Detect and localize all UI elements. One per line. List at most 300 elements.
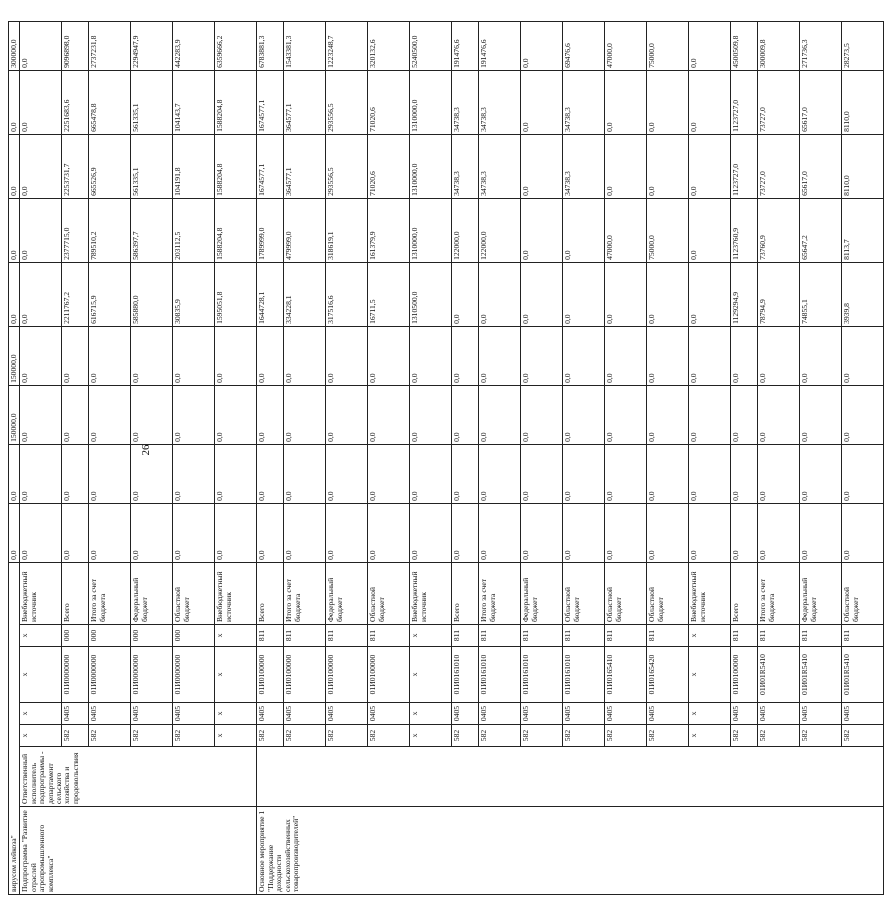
value-cell: 0,0: [326, 444, 368, 503]
section-code: 0405: [89, 703, 131, 725]
table-row-continuation: [9, 21, 20, 894]
value-cell: 0,0: [479, 503, 521, 562]
page-number: 26: [140, 444, 152, 456]
value-cell: 5240500,0: [410, 21, 452, 70]
value-cell: 0,0: [842, 444, 884, 503]
expense-type-code: х: [20, 625, 62, 647]
value-cell: 0,0: [521, 21, 563, 70]
value-cell: 0,0: [20, 262, 62, 326]
value-cell: 1123727,0: [731, 70, 758, 134]
funding-source: Федеральный бюджет: [800, 562, 842, 624]
value-cell: 34738,3: [479, 70, 521, 134]
funding-source: Всего: [731, 562, 758, 624]
value-cell: 0,0: [89, 326, 131, 385]
grbs-code: 582: [479, 725, 521, 747]
section-code: 0405: [479, 703, 521, 725]
value-cell: 0,0: [284, 326, 326, 385]
expense-type-code: 811: [521, 625, 563, 647]
value-cell: 364577,1: [284, 70, 326, 134]
value-cell: 0,0: [689, 21, 731, 70]
target-article-code: 01И0100000: [731, 647, 758, 703]
grbs-code: 582: [647, 725, 689, 747]
expense-type-code: 811: [758, 625, 800, 647]
funding-source: Итого за счет бюджета: [89, 562, 131, 624]
section-code: 0405: [131, 703, 173, 725]
value-cell: 479999,0: [284, 198, 326, 262]
funding-source: Областной бюджет: [605, 562, 647, 624]
expense-type-code: 000: [131, 625, 173, 647]
value-cell: 0,0: [452, 385, 479, 444]
value-cell: 0,0: [521, 385, 563, 444]
value-cell: 1674577,1: [257, 70, 284, 134]
value-cell: 0,0: [758, 326, 800, 385]
target-article-code: 01И0161010: [479, 647, 521, 703]
funding-source: Внебюджетный источник: [410, 562, 452, 624]
value-cell: 0,0: [731, 503, 758, 562]
value-cell: 0,0: [20, 385, 62, 444]
value-cell: 0,0: [758, 503, 800, 562]
section-code: 0405: [800, 703, 842, 725]
value-cell: 73727,0: [758, 134, 800, 198]
section-code: х: [410, 703, 452, 725]
expense-type-code: 811: [479, 625, 521, 647]
value-cell: 104191,8: [173, 134, 215, 198]
value-cell: 0,0: [62, 444, 89, 503]
section-code: 0405: [368, 703, 410, 725]
grbs-code: 582: [131, 725, 173, 747]
funding-source: Итого за счет бюджета: [758, 562, 800, 624]
value-cell: 0,0: [689, 70, 731, 134]
value-cell: 122000,0: [479, 198, 521, 262]
value-cell: 0,0: [410, 385, 452, 444]
value-cell: 0,0: [368, 385, 410, 444]
target-article-code: 01И0161010: [521, 647, 563, 703]
value-cell: 0,0: [9, 503, 20, 562]
value-cell: 442283,9: [173, 21, 215, 70]
section-code: х: [689, 703, 731, 725]
target-article-code: 01И0161010: [452, 647, 479, 703]
value-cell: 1310000,0: [410, 198, 452, 262]
value-cell: 1543381,3: [284, 21, 326, 70]
value-cell: 561335,1: [131, 134, 173, 198]
value-cell: 1123760,9: [731, 198, 758, 262]
value-cell: 0,0: [284, 503, 326, 562]
funding-source: Всего: [62, 562, 89, 624]
funding-source: Итого за счет бюджета: [284, 562, 326, 624]
value-cell: 2211767,2: [62, 262, 89, 326]
value-cell: 0,0: [563, 262, 605, 326]
expense-type-code: 811: [368, 625, 410, 647]
target-article-code: 01И0000000: [89, 647, 131, 703]
expense-type-code: 811: [605, 625, 647, 647]
section-code: х: [215, 703, 257, 725]
value-cell: 0,0: [842, 385, 884, 444]
value-cell: 0,0: [479, 262, 521, 326]
target-article-code: 01И0000000: [62, 647, 89, 703]
value-cell: 0,0: [89, 385, 131, 444]
value-cell: 0,0: [215, 444, 257, 503]
value-cell: 0,0: [368, 326, 410, 385]
value-cell: 0,0: [479, 385, 521, 444]
value-cell: 0,0: [479, 326, 521, 385]
value-cell: 0,0: [20, 503, 62, 562]
value-cell: 0,0: [257, 503, 284, 562]
value-cell: 0,0: [410, 444, 452, 503]
value-cell: 0,0: [20, 134, 62, 198]
value-cell: 789510,2: [89, 198, 131, 262]
expense-type-code: 811: [800, 625, 842, 647]
section-code: 0405: [842, 703, 884, 725]
value-cell: 0,0: [173, 385, 215, 444]
section-code: 0405: [62, 703, 89, 725]
grbs-code: 582: [452, 725, 479, 747]
value-cell: 73727,0: [758, 70, 800, 134]
value-cell: 74855,1: [800, 262, 842, 326]
target-article-code: 01И0161010: [563, 647, 605, 703]
value-cell: 0,0: [521, 326, 563, 385]
funding-source: Всего: [257, 562, 284, 624]
expense-type-code: 811: [842, 625, 884, 647]
value-cell: 2251683,6: [62, 70, 89, 134]
value-cell: 0,0: [20, 70, 62, 134]
funding-source: Областной бюджет: [563, 562, 605, 624]
grbs-code: 582: [842, 725, 884, 747]
value-cell: 0,0: [800, 503, 842, 562]
grbs-code: 582: [368, 725, 410, 747]
expense-type-code: 811: [257, 625, 284, 647]
value-cell: 0,0: [605, 385, 647, 444]
value-cell: 0,0: [521, 503, 563, 562]
value-cell: 47000,0: [605, 198, 647, 262]
value-cell: 150000,0: [9, 326, 20, 385]
value-cell: 0,0: [842, 326, 884, 385]
value-cell: 0,0: [605, 444, 647, 503]
value-cell: 0,0: [689, 385, 731, 444]
section-code: 0405: [257, 703, 284, 725]
section-code: 0405: [731, 703, 758, 725]
value-cell: 0,0: [173, 503, 215, 562]
value-cell: 16711,5: [368, 262, 410, 326]
value-cell: 0,0: [9, 262, 20, 326]
grbs-code: 582: [731, 725, 758, 747]
value-cell: 191476,6: [479, 21, 521, 70]
target-article-code: 01И01R5410: [758, 647, 800, 703]
value-cell: 65647,2: [800, 198, 842, 262]
value-cell: 317516,6: [326, 262, 368, 326]
value-cell: 0,0: [842, 503, 884, 562]
value-cell: 0,0: [689, 262, 731, 326]
value-cell: 0,0: [563, 198, 605, 262]
value-cell: 0,0: [173, 444, 215, 503]
target-article-code: 01И0100000: [326, 647, 368, 703]
value-cell: 30835,9: [173, 262, 215, 326]
value-cell: 0,0: [20, 21, 62, 70]
value-cell: 0,0: [131, 503, 173, 562]
value-cell: 1674577,1: [257, 134, 284, 198]
funding-source: Федеральный бюджет: [131, 562, 173, 624]
value-cell: 6359666,2: [215, 21, 257, 70]
value-cell: 1595051,8: [215, 262, 257, 326]
value-cell: 318619,1: [326, 198, 368, 262]
row-label: вирусом лейкоза": [9, 562, 20, 894]
value-cell: 6783881,3: [257, 21, 284, 70]
value-cell: 150000,0: [9, 385, 20, 444]
value-cell: 0,0: [284, 444, 326, 503]
grbs-code: 582: [605, 725, 647, 747]
value-cell: 0,0: [647, 70, 689, 134]
expense-type-code: 000: [89, 625, 131, 647]
value-cell: 0,0: [605, 326, 647, 385]
value-cell: 0,0: [131, 444, 173, 503]
expense-type-code: 811: [452, 625, 479, 647]
value-cell: 0,0: [62, 326, 89, 385]
value-cell: 0,0: [452, 262, 479, 326]
value-cell: 1223248,7: [326, 21, 368, 70]
funding-source: Внебюджетный источник: [215, 562, 257, 624]
target-article-code: 01И0165410: [605, 647, 647, 703]
grbs-code: 582: [800, 725, 842, 747]
funding-source: Областной бюджет: [368, 562, 410, 624]
target-article-code: 01И0165420: [647, 647, 689, 703]
funding-source: Областной бюджет: [173, 562, 215, 624]
value-cell: 0,0: [368, 503, 410, 562]
value-cell: 0,0: [647, 503, 689, 562]
value-cell: 104143,7: [173, 70, 215, 134]
value-cell: 0,0: [410, 503, 452, 562]
value-cell: 0,0: [215, 503, 257, 562]
value-cell: 0,0: [563, 444, 605, 503]
value-cell: 2253731,7: [62, 134, 89, 198]
funding-source: Всего: [452, 562, 479, 624]
value-cell: 75000,0: [647, 21, 689, 70]
section-code: 0405: [452, 703, 479, 725]
value-cell: 34738,3: [563, 70, 605, 134]
funding-source: Областной бюджет: [842, 562, 884, 624]
value-cell: 0,0: [215, 326, 257, 385]
value-cell: 0,0: [800, 444, 842, 503]
value-cell: 0,0: [452, 503, 479, 562]
target-article-code: х: [689, 647, 731, 703]
value-cell: 1789999,0: [257, 198, 284, 262]
grbs-code: х: [410, 725, 452, 747]
value-cell: 0,0: [647, 262, 689, 326]
value-cell: 1588204,8: [215, 134, 257, 198]
value-cell: 0,0: [326, 385, 368, 444]
value-cell: 0,0: [647, 326, 689, 385]
value-cell: 2737231,8: [89, 21, 131, 70]
value-cell: 0,0: [563, 503, 605, 562]
grbs-code: 582: [173, 725, 215, 747]
value-cell: 293556,5: [326, 134, 368, 198]
grbs-code: х: [689, 725, 731, 747]
target-article-code: х: [215, 647, 257, 703]
section-code: 0405: [647, 703, 689, 725]
expense-type-code: 811: [563, 625, 605, 647]
target-article-code: 01И0100000: [368, 647, 410, 703]
value-cell: 0,0: [521, 198, 563, 262]
value-cell: 0,0: [689, 444, 731, 503]
expense-type-code: х: [410, 625, 452, 647]
value-cell: 271736,3: [800, 21, 842, 70]
target-article-code: 01И0000000: [131, 647, 173, 703]
grbs-code: х: [215, 725, 257, 747]
section-code: 0405: [284, 703, 326, 725]
value-cell: 0,0: [89, 503, 131, 562]
value-cell: 1123727,0: [731, 134, 758, 198]
value-cell: 0,0: [647, 134, 689, 198]
value-cell: 0,0: [563, 385, 605, 444]
section-code: 0405: [326, 703, 368, 725]
value-cell: 0,0: [326, 503, 368, 562]
value-cell: 1310000,0: [410, 70, 452, 134]
grbs-code: 582: [521, 725, 563, 747]
table-body: [9, 21, 884, 894]
value-cell: 1644728,1: [257, 262, 284, 326]
expense-type-code: 000: [62, 625, 89, 647]
expense-type-code: х: [689, 625, 731, 647]
value-cell: 0,0: [521, 444, 563, 503]
target-article-code: 01И0100000: [284, 647, 326, 703]
expense-type-code: 811: [284, 625, 326, 647]
budget-table: [8, 21, 884, 895]
section-code: 0405: [173, 703, 215, 725]
value-cell: 0,0: [257, 444, 284, 503]
value-cell: 0,0: [479, 444, 521, 503]
value-cell: 75000,0: [647, 198, 689, 262]
executor-cell: Ответственный исполнитель подпрограммы - департамент сельского хозяйства и продовольствия: [20, 747, 257, 807]
value-cell: 0,0: [758, 385, 800, 444]
value-cell: 0,0: [731, 326, 758, 385]
value-cell: 0,0: [521, 134, 563, 198]
value-cell: 0,0: [647, 444, 689, 503]
program-name-cell: Подпрограмма "Развитие отраслей агропромышленного комплекса": [20, 807, 257, 895]
value-cell: 34738,3: [452, 70, 479, 134]
value-cell: 0,0: [605, 262, 647, 326]
value-cell: 320132,6: [368, 21, 410, 70]
value-cell: 300000,0: [9, 21, 20, 70]
value-cell: 1310500,0: [410, 262, 452, 326]
value-cell: 203112,5: [173, 198, 215, 262]
value-cell: 0,0: [257, 326, 284, 385]
value-cell: 0,0: [452, 326, 479, 385]
value-cell: 586397,7: [131, 198, 173, 262]
value-cell: 2377715,0: [62, 198, 89, 262]
value-cell: 334228,1: [284, 262, 326, 326]
value-cell: 0,0: [368, 444, 410, 503]
value-cell: 2294947,9: [131, 21, 173, 70]
table-row: [20, 21, 62, 894]
value-cell: 300009,8: [758, 21, 800, 70]
target-article-code: 01И01R5410: [842, 647, 884, 703]
value-cell: 34738,3: [479, 134, 521, 198]
value-cell: 0,0: [800, 385, 842, 444]
value-cell: 65617,0: [800, 70, 842, 134]
grbs-code: х: [20, 725, 62, 747]
value-cell: 0,0: [62, 385, 89, 444]
value-cell: 78794,9: [758, 262, 800, 326]
value-cell: 0,0: [20, 444, 62, 503]
value-cell: 0,0: [9, 70, 20, 134]
funding-source: Внебюджетный источник: [689, 562, 731, 624]
value-cell: 0,0: [9, 444, 20, 503]
value-cell: 71020,6: [368, 70, 410, 134]
value-cell: 0,0: [20, 198, 62, 262]
value-cell: 0,0: [326, 326, 368, 385]
value-cell: 0,0: [800, 326, 842, 385]
value-cell: 1588204,8: [215, 70, 257, 134]
value-cell: 0,0: [689, 503, 731, 562]
expense-type-code: х: [215, 625, 257, 647]
value-cell: 0,0: [731, 385, 758, 444]
value-cell: 73760,9: [758, 198, 800, 262]
value-cell: 0,0: [215, 385, 257, 444]
value-cell: 0,0: [9, 198, 20, 262]
funding-source: Федеральный бюджет: [521, 562, 563, 624]
value-cell: 0,0: [410, 326, 452, 385]
value-cell: 0,0: [20, 326, 62, 385]
value-cell: 0,0: [605, 70, 647, 134]
value-cell: 0,0: [689, 134, 731, 198]
value-cell: 0,0: [173, 326, 215, 385]
value-cell: 0,0: [131, 385, 173, 444]
target-article-code: х: [20, 647, 62, 703]
value-cell: 9096898,0: [62, 21, 89, 70]
value-cell: 28273,5: [842, 21, 884, 70]
value-cell: 0,0: [284, 385, 326, 444]
value-cell: 665526,9: [89, 134, 131, 198]
value-cell: 8113,7: [842, 198, 884, 262]
section-code: 0405: [605, 703, 647, 725]
value-cell: 65617,0: [800, 134, 842, 198]
value-cell: 0,0: [731, 444, 758, 503]
value-cell: 364577,1: [284, 134, 326, 198]
section-code: 0405: [758, 703, 800, 725]
value-cell: 4500509,8: [731, 21, 758, 70]
section-code: х: [20, 703, 62, 725]
grbs-code: 582: [89, 725, 131, 747]
value-cell: 293556,5: [326, 70, 368, 134]
value-cell: 0,0: [521, 262, 563, 326]
value-cell: 0,0: [605, 134, 647, 198]
grbs-code: 582: [62, 725, 89, 747]
funding-source: Областной бюджет: [647, 562, 689, 624]
value-cell: 585880,0: [131, 262, 173, 326]
target-article-code: 01И0000000: [173, 647, 215, 703]
value-cell: 8110,0: [842, 134, 884, 198]
value-cell: 0,0: [452, 444, 479, 503]
program-name-cell: Основное мероприятие 1 "Поддержание доходности сельскохозяйственных товаропроизводителей": [257, 807, 884, 895]
value-cell: 0,0: [257, 385, 284, 444]
grbs-code: 582: [284, 725, 326, 747]
value-cell: 1310000,0: [410, 134, 452, 198]
value-cell: 561335,1: [131, 70, 173, 134]
value-cell: 0,0: [689, 198, 731, 262]
value-cell: 616715,9: [89, 262, 131, 326]
value-cell: 0,0: [563, 326, 605, 385]
value-cell: 71020,6: [368, 134, 410, 198]
funding-source: Федеральный бюджет: [326, 562, 368, 624]
value-cell: 0,0: [131, 326, 173, 385]
value-cell: 0,0: [62, 503, 89, 562]
value-cell: 69476,6: [563, 21, 605, 70]
value-cell: 34738,3: [563, 134, 605, 198]
executor-cell: [257, 747, 884, 807]
funding-source: Внебюджетный источник: [20, 562, 62, 624]
value-cell: 0,0: [689, 326, 731, 385]
grbs-code: 582: [326, 725, 368, 747]
value-cell: 34738,3: [452, 134, 479, 198]
expense-type-code: 811: [647, 625, 689, 647]
